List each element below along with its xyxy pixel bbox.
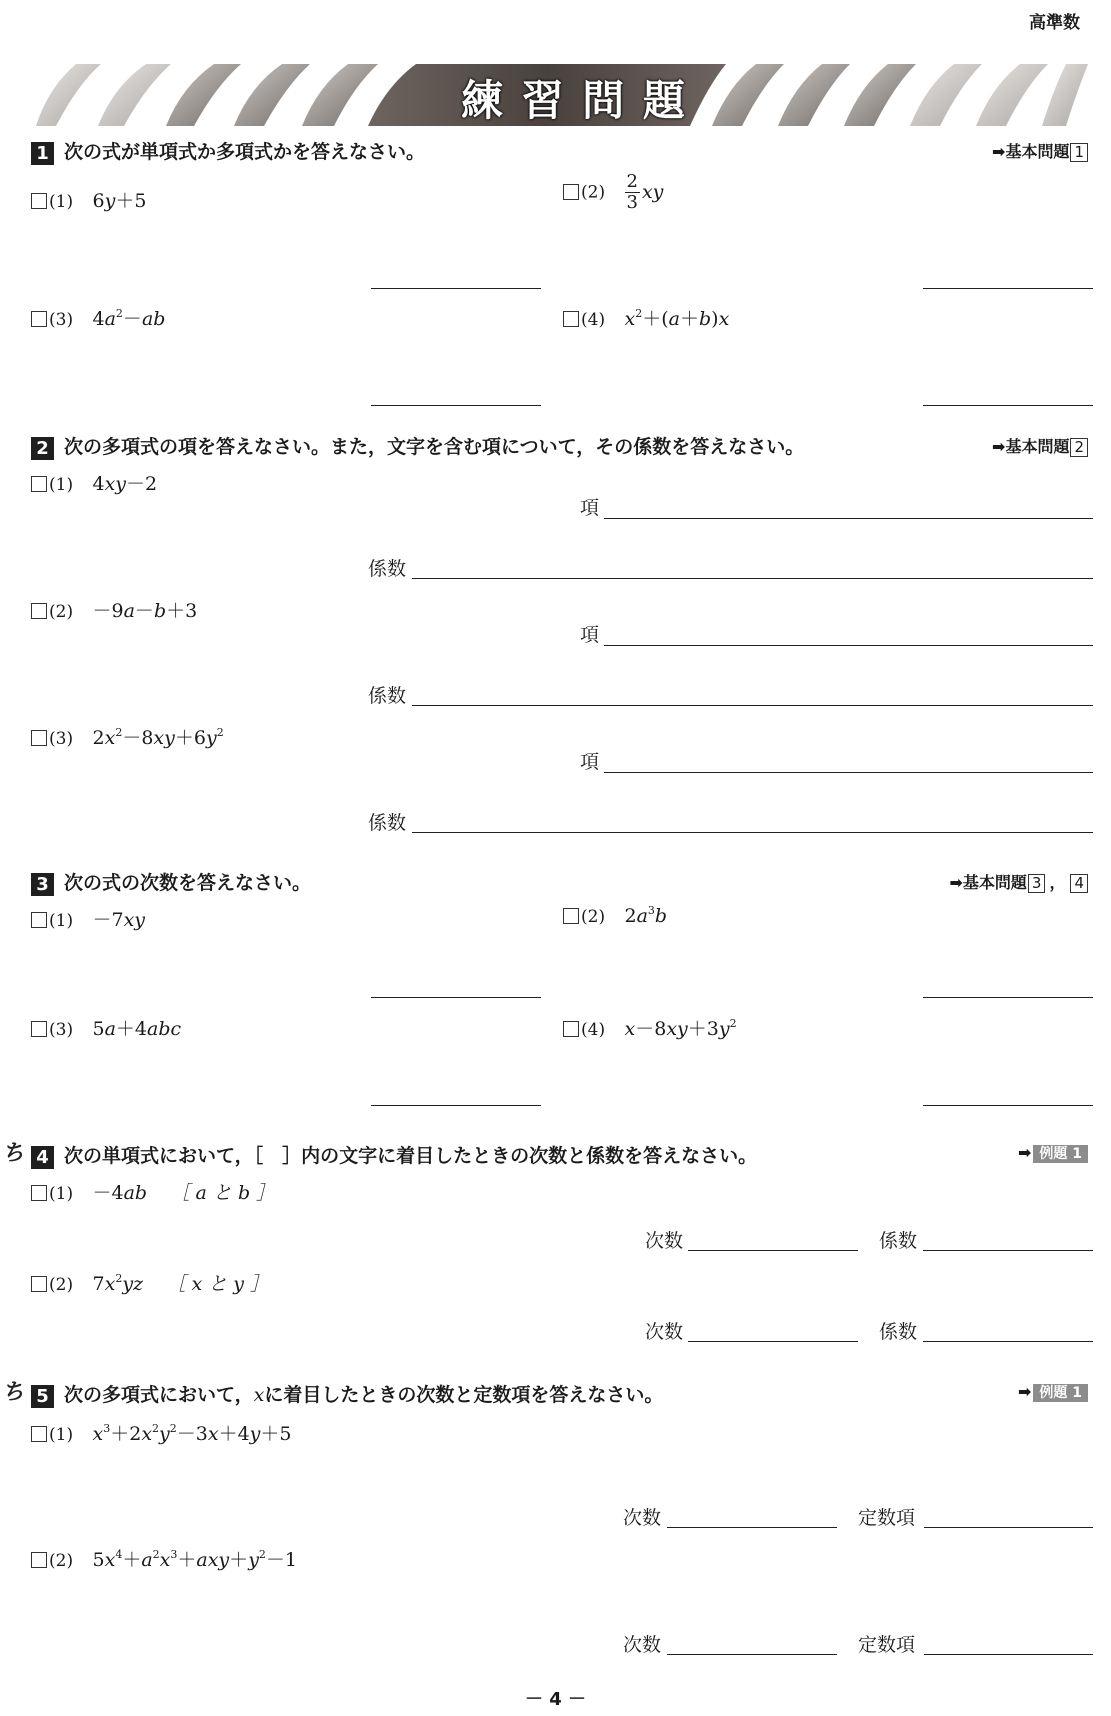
s2-q2-term-label: 項 bbox=[580, 624, 600, 646]
section-1-ref bbox=[992, 139, 1088, 162]
section-2-text: 次の多項式の項を答えなさい。また，文字を含む項について，その係数を答えなさい。 bbox=[64, 436, 805, 458]
checkbox[interactable] bbox=[31, 1021, 47, 1037]
checkbox[interactable] bbox=[563, 1021, 579, 1037]
section-4-text: 次の単項式において，［ ］内の文字に着目したときの次数と係数を答えなさい。 bbox=[64, 1145, 758, 1167]
checkbox[interactable] bbox=[31, 912, 47, 928]
expression: $x-8xy+3y^2$ bbox=[624, 1017, 737, 1040]
section-5-text-pre: 次の多項式において， bbox=[64, 1384, 254, 1406]
expression: 6y＋5 bbox=[92, 190, 147, 212]
s2-q1 bbox=[31, 469, 157, 496]
question-number: (2) bbox=[49, 1551, 74, 1571]
expression: $x^2+(a+b)x$ bbox=[624, 307, 730, 330]
s5-q1-const-line[interactable] bbox=[924, 1527, 1093, 1528]
checkbox[interactable] bbox=[31, 603, 47, 619]
question-number: (1) bbox=[49, 1425, 74, 1445]
section-3-text: 次の式の次数を答えなさい。 bbox=[64, 872, 312, 894]
s4-q1-degree-line[interactable] bbox=[688, 1250, 858, 1251]
ref-box: 2 bbox=[1070, 438, 1088, 457]
s2-q2-term-line[interactable] bbox=[604, 645, 1093, 646]
section-4-title bbox=[31, 1141, 757, 1169]
grade-label: 高準数 bbox=[1029, 13, 1080, 33]
question-number: (2) bbox=[49, 1275, 74, 1295]
s2-q1-coef-line[interactable] bbox=[412, 578, 1093, 579]
expression: －4ab bbox=[92, 1182, 148, 1204]
s2-q2-coef-line[interactable] bbox=[412, 705, 1093, 706]
section-5-ref bbox=[1018, 1382, 1088, 1402]
ref-arrow: ➡ bbox=[1017, 1143, 1032, 1162]
s4-q2-degree-line[interactable] bbox=[688, 1341, 858, 1342]
s1-q2 bbox=[563, 172, 663, 213]
question-number: (3) bbox=[49, 1020, 74, 1040]
s4-q1-coef-line[interactable] bbox=[923, 1250, 1093, 1251]
question-number: (4) bbox=[581, 1020, 606, 1040]
bracket-variables: ［ x と y ］ bbox=[166, 1273, 270, 1295]
s2-q3-coef-label: 係数 bbox=[368, 812, 407, 834]
section-4-number: 4 bbox=[31, 1146, 54, 1169]
ref-box: 3 bbox=[1028, 874, 1046, 893]
s4-q1-coef-label: 係数 bbox=[879, 1230, 918, 1252]
question-number: (4) bbox=[581, 310, 606, 330]
expression: $\frac{2}{3}$ xy bbox=[626, 171, 664, 213]
s4-q1 bbox=[31, 1178, 275, 1205]
s4-q2-degree-label: 次数 bbox=[645, 1321, 684, 1343]
s3-q1 bbox=[31, 905, 145, 932]
ref-text: ➡基本問題 bbox=[992, 142, 1070, 161]
section-3-number: 3 bbox=[31, 873, 54, 896]
s3-q3-answer-line[interactable] bbox=[371, 1105, 541, 1106]
question-number: (2) bbox=[49, 602, 74, 622]
section-5-variable: x bbox=[253, 1384, 265, 1406]
ref-text: ➡基本問題 bbox=[992, 437, 1070, 456]
s4-q2-coef-line[interactable] bbox=[923, 1341, 1093, 1342]
s5-q2-const-line[interactable] bbox=[924, 1654, 1093, 1655]
s2-q1-term-line[interactable] bbox=[604, 518, 1093, 519]
s2-q3-term-label: 項 bbox=[580, 751, 600, 773]
challenge-mark-icon: ち bbox=[2, 1141, 25, 1166]
section-5-title bbox=[31, 1380, 663, 1408]
s3-q4 bbox=[563, 1014, 737, 1041]
s1-q3-answer-line[interactable] bbox=[371, 405, 541, 406]
s1-q4-answer-line[interactable] bbox=[923, 405, 1093, 406]
s2-q3-coef-line[interactable] bbox=[412, 832, 1093, 833]
s5-q1 bbox=[31, 1419, 292, 1446]
s5-q1-degree-line[interactable] bbox=[667, 1527, 837, 1528]
s3-q2 bbox=[563, 905, 667, 927]
s1-q1-answer-line[interactable] bbox=[371, 288, 541, 289]
expression: $2a^3b$ bbox=[624, 904, 668, 927]
banner-title: 練 習 問 題 bbox=[461, 76, 687, 125]
s5-q2 bbox=[31, 1545, 297, 1572]
s1-q3 bbox=[31, 304, 165, 331]
s5-q2-const-label: 定数項 bbox=[858, 1634, 916, 1656]
s3-q2-answer-line[interactable] bbox=[923, 997, 1093, 998]
s4-q1-degree-label: 次数 bbox=[645, 1230, 684, 1252]
question-number: (1) bbox=[49, 475, 74, 495]
checkbox[interactable] bbox=[31, 311, 47, 327]
s1-q2-answer-line[interactable] bbox=[923, 288, 1093, 289]
section-3-title bbox=[31, 868, 311, 896]
ref-box-2: 4 bbox=[1070, 874, 1088, 893]
section-2-ref bbox=[992, 434, 1088, 457]
s5-q2-degree-label: 次数 bbox=[623, 1634, 662, 1656]
example-box: 例題 1 bbox=[1033, 1384, 1088, 1402]
ref-sep: ， bbox=[1049, 873, 1066, 892]
example-box: 例題 1 bbox=[1033, 1145, 1088, 1163]
expression: －7xy bbox=[92, 909, 146, 931]
section-4-ref bbox=[1018, 1143, 1088, 1163]
ref-box: 1 bbox=[1070, 143, 1088, 162]
section-1-number: 1 bbox=[31, 142, 54, 165]
expression: $x^3+2x^2y^2-3x+4y+5$ bbox=[92, 1422, 292, 1445]
s4-q2-coef-label: 係数 bbox=[879, 1321, 918, 1343]
question-number: (2) bbox=[581, 182, 606, 203]
checkbox[interactable] bbox=[31, 476, 47, 492]
checkbox[interactable] bbox=[563, 311, 579, 327]
s5-q1-degree-label: 次数 bbox=[623, 1507, 662, 1529]
s1-q1 bbox=[31, 186, 146, 213]
challenge-mark-icon: ち bbox=[2, 1380, 25, 1405]
s1-q4 bbox=[563, 304, 729, 331]
question-number: (2) bbox=[581, 907, 606, 927]
s2-q2 bbox=[31, 596, 197, 623]
checkbox[interactable] bbox=[31, 1426, 47, 1442]
question-number: (1) bbox=[49, 911, 74, 931]
expression: $5x^4+a^2x^3+axy+y^2-1$ bbox=[92, 1548, 298, 1571]
s2-q1-coef-label: 係数 bbox=[368, 558, 407, 580]
expression: 4xy－2 bbox=[92, 473, 158, 495]
s2-q1-term-label: 項 bbox=[580, 497, 600, 519]
expression: $4a^2-ab$ bbox=[92, 307, 166, 330]
question-number: (1) bbox=[49, 1184, 74, 1204]
section-1-text: 次の式が単項式か多項式かを答えなさい。 bbox=[64, 141, 426, 163]
s2-q3 bbox=[31, 723, 224, 750]
checkbox[interactable] bbox=[563, 184, 579, 200]
section-5-text-post: に着目したときの次数と定数項を答えなさい。 bbox=[264, 1384, 664, 1406]
s3-q4-answer-line[interactable] bbox=[923, 1105, 1093, 1106]
s5-q2-degree-line[interactable] bbox=[667, 1654, 837, 1655]
page-number: － 4 － bbox=[524, 1689, 587, 1710]
s3-q1-answer-line[interactable] bbox=[371, 997, 541, 998]
expression: $2x^2-8xy+6y^2$ bbox=[92, 726, 224, 749]
question-number: (1) bbox=[49, 192, 74, 212]
checkbox[interactable] bbox=[31, 1276, 47, 1292]
section-1-title bbox=[31, 137, 425, 165]
s5-q1-const-label: 定数項 bbox=[858, 1507, 916, 1529]
s2-q2-coef-label: 係数 bbox=[368, 685, 407, 707]
ref-text: ➡基本問題 bbox=[949, 873, 1027, 892]
ref-arrow: ➡ bbox=[1017, 1382, 1032, 1401]
section-2-number: 2 bbox=[31, 437, 54, 460]
section-2-title bbox=[31, 432, 804, 460]
s2-q3-term-line[interactable] bbox=[604, 772, 1093, 773]
s3-q3 bbox=[31, 1014, 181, 1041]
bracket-variables: ［ a と b ］ bbox=[170, 1182, 276, 1204]
checkbox[interactable] bbox=[31, 1185, 47, 1201]
question-number: (3) bbox=[49, 729, 74, 749]
section-3-ref bbox=[949, 870, 1088, 893]
expression: 5a＋4abc bbox=[92, 1018, 182, 1040]
checkbox[interactable] bbox=[563, 908, 579, 924]
s4-q2 bbox=[31, 1269, 269, 1296]
checkbox[interactable] bbox=[31, 730, 47, 746]
section-5-number: 5 bbox=[31, 1385, 54, 1408]
title-banner bbox=[36, 64, 1088, 126]
expression: $7x^2yz$ bbox=[92, 1272, 144, 1295]
question-number: (3) bbox=[49, 310, 74, 330]
checkbox[interactable] bbox=[31, 193, 47, 209]
checkbox[interactable] bbox=[31, 1552, 47, 1568]
expression: －9a－b＋3 bbox=[92, 600, 198, 622]
